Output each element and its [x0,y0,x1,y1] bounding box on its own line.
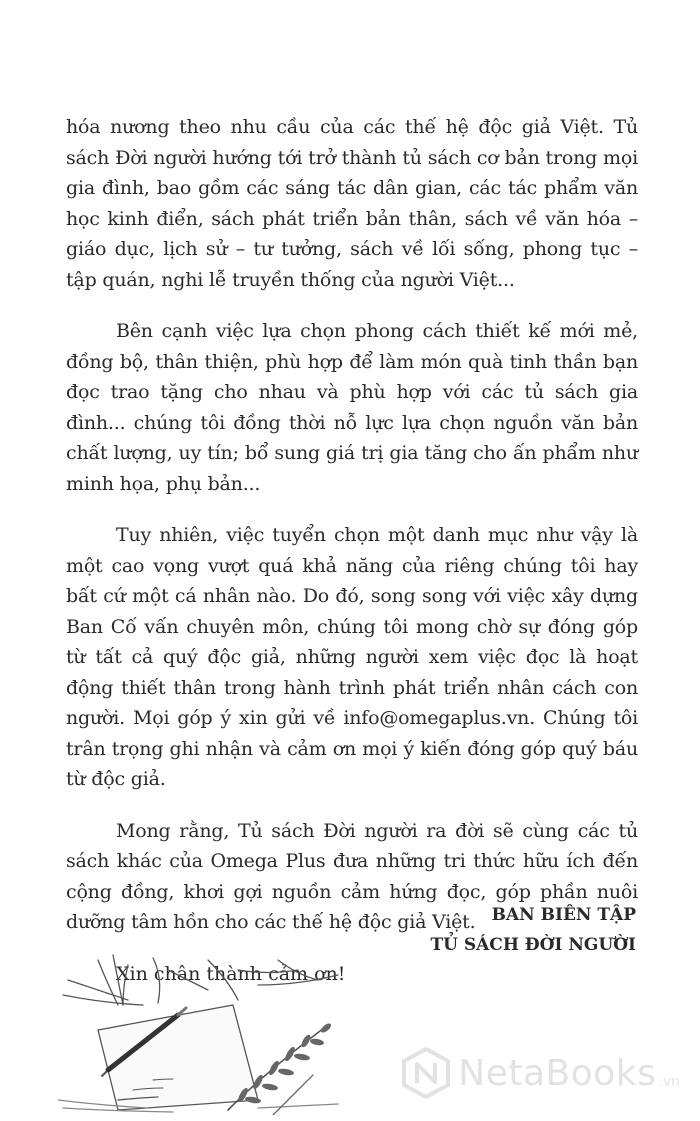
signature [430,900,636,960]
watermark-text: NetaBooks [458,1052,657,1094]
signature-line-2: TỦ SÁCH ĐỜI NGƯỜI [430,935,636,955]
paragraph-3: Tuy nhiên, việc tuyển chọn một danh mục như vậy là một cao vọng vượt quá khả năng của riêng chúng tôi hay bất cứ một cá nhân nào. Do đó, song song với việc xây dựng Ban Cố vấn chuyên môn, chúng tôi mong chờ sự đóng góp từ tất cả quý độc giả, những người xem việc đọc là hoạt động thiết thân trong hành trình phát triển nhân cách con người. Mọi góp ý xin gửi về info@omegaplus.vn. Chúng tôi trân trọng ghi nhận và cảm ơn mọi ý kiến đóng góp quý báu từ độc giả. [66,524,638,790]
page-body [66,112,638,989]
paragraph-2: Bên cạnh việc lựa chọn phong cách thiết kế mới mẻ, đồng bộ, thân thiện, phù hợp để làm món quà tinh thần bạn đọc trao tặng cho nhau và phù hợp với các tủ sách gia đình... chúng tôi đồng thời nỗ lực lựa chọn nguồn văn bản chất lượng, uy tín; bổ sung giá trị gia tăng cho ấn phẩm như minh họa, phụ bản... [66,320,638,495]
netabooks-logo-icon [400,1047,452,1099]
pen-paper-leaves-sketch-icon [58,950,348,1115]
signature-line-1: BAN BIÊN TẬP [491,905,636,925]
paragraph-1: hóa nương theo nhu cầu của các thế hệ độc giả Việt. Tủ sách Đời người hướng tới trở thành tủ sách cơ bản trong mọi gia đình, bao gồm các sáng tác dân gian, các tác phẩm văn học kinh điển, sách phát triển bản thân, sách về văn hóa – giáo dục, lịch sử – tư tưởng, sách về lối sống, phong tục – tập quán, nghi lễ truyền thống của người Việt... [66,116,638,291]
netabooks-watermark [400,1047,680,1099]
watermark-suffix: .vn [658,1074,680,1090]
closing-line: Xin chân thành cảm ơn! [116,962,346,985]
paragraph-4: Mong rằng, Tủ sách Đời người ra đời sẽ cùng các tủ sách khác của Omega Plus đưa những tri thức hữu ích đến cộng đồng, khơi gợi nguồn cảm hứng đọc, góp phần nuôi dưỡng tâm hồn cho các thế hệ độc giả Việt. [66,819,638,933]
